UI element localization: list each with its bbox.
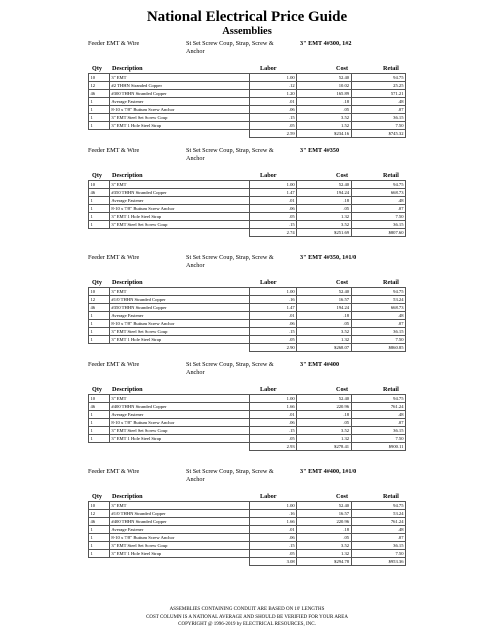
- cell-cost: .18: [297, 411, 351, 419]
- cell-labor: 1.47: [250, 304, 297, 312]
- table-row: [89, 122, 406, 130]
- cell-qty: 46: [89, 304, 110, 312]
- cell-retail: 571.21: [351, 90, 405, 98]
- table-row: [89, 74, 406, 82]
- section-header: [0, 40, 494, 64]
- col-labor-header: Labor: [260, 172, 277, 179]
- cell-retail: 94.75: [351, 395, 405, 403]
- cell-qty: 10: [89, 395, 110, 403]
- total-spacer: [89, 130, 110, 138]
- cell-cost: 52.40: [297, 395, 351, 403]
- col-retail-header: Retail: [383, 172, 399, 179]
- cell-labor: .06: [250, 106, 297, 114]
- cell-cost: .05: [297, 320, 351, 328]
- cell-cost: 220.96: [297, 403, 351, 411]
- table-row: [89, 403, 406, 411]
- cell-qty: 10: [89, 181, 110, 189]
- cell-description: 3" EMT Steel Set Screw Coup: [109, 542, 249, 550]
- cell-qty: 12: [89, 82, 110, 90]
- cell-description: 3" EMT: [109, 395, 249, 403]
- table-row: [89, 411, 406, 419]
- cell-labor: 1.20: [250, 90, 297, 98]
- cell-description: Average Fastener: [109, 411, 249, 419]
- table-row: [89, 320, 406, 328]
- table-row: [89, 221, 406, 229]
- cell-retail: 94.75: [351, 502, 405, 510]
- total-row: [89, 130, 406, 138]
- cell-qty: 46: [89, 518, 110, 526]
- cell-qty: 1: [89, 122, 110, 130]
- cell-description: #300 THHN Stranded Copper: [109, 90, 249, 98]
- cell-cost: 1.52: [297, 122, 351, 130]
- cell-labor: 1.00: [250, 288, 297, 296]
- cell-retail: 94.75: [351, 181, 405, 189]
- cell-labor: .05: [250, 435, 297, 443]
- col-labor-header: Labor: [260, 65, 277, 72]
- cell-labor: .05: [250, 213, 297, 221]
- cell-qty: 10: [89, 288, 110, 296]
- col-cost-header: Cost: [336, 279, 349, 286]
- cell-retail: .48: [351, 197, 405, 205]
- table-row: [89, 395, 406, 403]
- cell-cost: 3.52: [297, 427, 351, 435]
- col-labor-header: Labor: [260, 386, 277, 393]
- cell-description: 3" EMT 1 Hole Steel Strap: [109, 213, 249, 221]
- col-retail-header: Retail: [383, 279, 399, 286]
- col-cost-header: Cost: [336, 65, 349, 72]
- cell-retail: 36.15: [351, 114, 405, 122]
- cell-labor: .06: [250, 419, 297, 427]
- cell-cost: 52.40: [297, 181, 351, 189]
- cell-description: 8-10 x 7/8" Buttum Screw Anchor: [109, 205, 249, 213]
- cell-labor: .15: [250, 542, 297, 550]
- cell-labor: .01: [250, 526, 297, 534]
- items-table: [88, 394, 406, 451]
- assembly-section: [0, 361, 494, 451]
- table-row: [89, 189, 406, 197]
- cell-retail: .07: [351, 534, 405, 542]
- cell-qty: 1: [89, 320, 110, 328]
- cell-labor: 1.00: [250, 502, 297, 510]
- cell-qty: 1: [89, 197, 110, 205]
- cell-qty: 1: [89, 542, 110, 550]
- cell-labor: .05: [250, 550, 297, 558]
- cell-cost: .05: [297, 205, 351, 213]
- cell-description: 3" EMT: [109, 288, 249, 296]
- footer-note-lengths: ASSEMBLIES CONTAINING CONDUIT ARE BASED ON 10' LENGTHS: [169, 607, 325, 612]
- cell-qty: 1: [89, 221, 110, 229]
- total-cost: $234.16: [297, 130, 351, 138]
- cell-cost: .05: [297, 419, 351, 427]
- assembly-section: [0, 147, 494, 237]
- cell-qty: 1: [89, 98, 110, 106]
- assembly-section: [0, 254, 494, 352]
- cell-description: 3" EMT: [109, 181, 249, 189]
- cell-qty: 1: [89, 411, 110, 419]
- column-headers: [0, 64, 494, 73]
- cell-retail: 7.50: [351, 435, 405, 443]
- cell-cost: 52.40: [297, 502, 351, 510]
- cell-description: #350 THHN Stranded Copper: [109, 189, 249, 197]
- col-retail-header: Retail: [383, 386, 399, 393]
- total-cost: $268.07: [297, 344, 351, 352]
- cell-retail: .48: [351, 411, 405, 419]
- table-row: [89, 427, 406, 435]
- col-cost-header: Cost: [336, 172, 349, 179]
- column-headers: [0, 278, 494, 287]
- total-spacer: [109, 443, 249, 451]
- cell-description: Average Fastener: [109, 197, 249, 205]
- section-assembly-name: 3" EMT 4#400: [300, 361, 340, 368]
- cell-retail: .07: [351, 419, 405, 427]
- cell-labor: 1.00: [250, 395, 297, 403]
- cell-retail: 668.73: [351, 304, 405, 312]
- cell-labor: .01: [250, 98, 297, 106]
- cell-labor: .12: [250, 82, 297, 90]
- cell-labor: .16: [250, 296, 297, 304]
- table-row: [89, 213, 406, 221]
- cell-retail: 7.50: [351, 213, 405, 221]
- cell-description: #1/0 THHN Stranded Copper: [109, 510, 249, 518]
- cell-qty: 12: [89, 296, 110, 304]
- table-row: [89, 197, 406, 205]
- table-row: [89, 205, 406, 213]
- cell-description: 8-10 x 7/8" Buttum Screw Anchor: [109, 106, 249, 114]
- cell-description: 8-10 x 7/8" Buttum Screw Anchor: [109, 534, 249, 542]
- cell-retail: 7.50: [351, 550, 405, 558]
- assembly-section: [0, 40, 494, 138]
- cell-retail: .07: [351, 320, 405, 328]
- cell-qty: 1: [89, 534, 110, 542]
- section-header: [0, 361, 494, 385]
- cell-qty: 1: [89, 550, 110, 558]
- cell-labor: .01: [250, 411, 297, 419]
- table-row: [89, 312, 406, 320]
- cell-cost: 165.89: [297, 90, 351, 98]
- cell-labor: .15: [250, 221, 297, 229]
- total-spacer: [109, 344, 249, 352]
- cell-retail: .07: [351, 106, 405, 114]
- total-spacer: [89, 443, 110, 451]
- column-headers: [0, 385, 494, 394]
- items-table: [88, 287, 406, 352]
- table-row: [89, 106, 406, 114]
- footer-copyright: COPYRIGHT @ 1996-2019 by ELECTRICAL RESOURCES, INC.: [178, 622, 316, 627]
- cell-qty: 46: [89, 90, 110, 98]
- assembly-section: [0, 468, 494, 566]
- cell-cost: 3.52: [297, 221, 351, 229]
- table-row: [89, 296, 406, 304]
- col-description-header: Description: [112, 65, 143, 72]
- col-description-header: Description: [112, 279, 143, 286]
- section-category: Feeder EMT & Wire: [88, 40, 140, 47]
- cell-retail: 7.50: [351, 122, 405, 130]
- section-assembly-name: 3" EMT 4#300, 1#2: [300, 40, 352, 47]
- page-subtitle: Assemblies: [222, 26, 272, 37]
- section-assembly-name: 3" EMT 4#400, 1#1/0: [300, 468, 357, 475]
- total-spacer: [89, 558, 110, 566]
- cell-retail: .48: [351, 98, 405, 106]
- cell-description: #2 THHN Stranded Copper: [109, 82, 249, 90]
- cell-description: 3" EMT Steel Set Screw Coup: [109, 221, 249, 229]
- table-row: [89, 98, 406, 106]
- cell-labor: 1.00: [250, 74, 297, 82]
- cell-retail: 7.50: [351, 336, 405, 344]
- table-row: [89, 90, 406, 98]
- cell-description: 3" EMT Steel Set Screw Coup: [109, 427, 249, 435]
- column-headers: [0, 171, 494, 180]
- table-row: [89, 435, 406, 443]
- cell-qty: 1: [89, 106, 110, 114]
- cell-qty: 46: [89, 189, 110, 197]
- section-category: Feeder EMT & Wire: [88, 361, 140, 368]
- cell-retail: 94.75: [351, 74, 405, 82]
- total-row: [89, 443, 406, 451]
- col-cost-header: Cost: [336, 493, 349, 500]
- cell-retail: 36.15: [351, 221, 405, 229]
- col-description-header: Description: [112, 172, 143, 179]
- total-spacer: [109, 229, 249, 237]
- table-row: [89, 304, 406, 312]
- cell-qty: 1: [89, 213, 110, 221]
- col-labor-header: Labor: [260, 279, 277, 286]
- total-retail: $900.11: [351, 443, 405, 451]
- cell-description: 8-10 x 7/8" Buttum Screw Anchor: [109, 320, 249, 328]
- col-qty-header: Qty: [92, 386, 102, 393]
- cell-retail: 25.25: [351, 82, 405, 90]
- cell-qty: 1: [89, 114, 110, 122]
- table-row: [89, 518, 406, 526]
- cell-description: #400 THHN Stranded Copper: [109, 518, 249, 526]
- total-row: [89, 344, 406, 352]
- footer-note-cost: COST COLUMN IS A NATIONAL AVERAGE AND SHOULD BE VERIFIED FOR YOUR AREA: [146, 614, 348, 620]
- table-row: [89, 534, 406, 542]
- total-labor: 2.74: [250, 229, 297, 237]
- cell-cost: 194.24: [297, 189, 351, 197]
- cell-qty: 1: [89, 526, 110, 534]
- cell-retail: 36.15: [351, 427, 405, 435]
- cell-labor: .15: [250, 427, 297, 435]
- section-header: [0, 254, 494, 278]
- cell-qty: 1: [89, 427, 110, 435]
- cell-retail: .48: [351, 312, 405, 320]
- col-retail-header: Retail: [383, 493, 399, 500]
- total-retail: $745.32: [351, 130, 405, 138]
- cell-description: 3" EMT 1 Hole Steel Strap: [109, 435, 249, 443]
- cell-labor: .15: [250, 328, 297, 336]
- cell-labor: .01: [250, 197, 297, 205]
- total-retail: $860.85: [351, 344, 405, 352]
- cell-description: 3" EMT Steel Set Screw Coup: [109, 328, 249, 336]
- cell-cost: 10.02: [297, 82, 351, 90]
- col-qty-header: Qty: [92, 65, 102, 72]
- cell-cost: 1.32: [297, 550, 351, 558]
- cell-qty: 1: [89, 336, 110, 344]
- cell-retail: .07: [351, 205, 405, 213]
- section-description: St Set Screw Coup, Strap, Screw & Anchor: [186, 147, 274, 162]
- cell-retail: 36.15: [351, 328, 405, 336]
- cell-cost: 1.32: [297, 213, 351, 221]
- cell-labor: .06: [250, 205, 297, 213]
- cell-retail: .48: [351, 526, 405, 534]
- table-row: [89, 336, 406, 344]
- cell-retail: 53.24: [351, 510, 405, 518]
- col-qty-header: Qty: [92, 279, 102, 286]
- cell-qty: 1: [89, 435, 110, 443]
- cell-qty: 1: [89, 312, 110, 320]
- cell-retail: 668.73: [351, 189, 405, 197]
- col-labor-header: Labor: [260, 493, 277, 500]
- cell-description: 3" EMT 1 Hole Steel Strap: [109, 550, 249, 558]
- cell-cost: .18: [297, 98, 351, 106]
- section-assembly-name: 3" EMT 4#350: [300, 147, 340, 154]
- col-qty-header: Qty: [92, 493, 102, 500]
- cell-description: Average Fastener: [109, 526, 249, 534]
- total-labor: 3.08: [250, 558, 297, 566]
- total-labor: 2.59: [250, 130, 297, 138]
- table-row: [89, 526, 406, 534]
- total-spacer: [109, 130, 249, 138]
- table-row: [89, 550, 406, 558]
- table-row: [89, 328, 406, 336]
- items-table: [88, 180, 406, 237]
- cell-cost: .18: [297, 312, 351, 320]
- total-retail: $807.60: [351, 229, 405, 237]
- cell-labor: 1.47: [250, 189, 297, 197]
- section-description: St Set Screw Coup, Strap, Screw & Anchor: [186, 254, 274, 269]
- cell-labor: 1.00: [250, 181, 297, 189]
- cell-qty: 10: [89, 74, 110, 82]
- cell-labor: 1.66: [250, 518, 297, 526]
- total-cost: $251.69: [297, 229, 351, 237]
- section-category: Feeder EMT & Wire: [88, 147, 140, 154]
- cell-cost: 1.32: [297, 336, 351, 344]
- cell-labor: .05: [250, 336, 297, 344]
- cell-qty: 1: [89, 419, 110, 427]
- cell-description: 3" EMT 1 Hole Steel Strap: [109, 122, 249, 130]
- table-row: [89, 288, 406, 296]
- table-row: [89, 82, 406, 90]
- cell-cost: 52.40: [297, 288, 351, 296]
- col-cost-header: Cost: [336, 386, 349, 393]
- total-labor: 2.93: [250, 443, 297, 451]
- total-row: [89, 558, 406, 566]
- cell-retail: 94.75: [351, 288, 405, 296]
- cell-qty: 10: [89, 502, 110, 510]
- section-category: Feeder EMT & Wire: [88, 468, 140, 475]
- total-row: [89, 229, 406, 237]
- cell-description: Average Fastener: [109, 98, 249, 106]
- cell-description: 3" EMT: [109, 74, 249, 82]
- items-table: [88, 501, 406, 566]
- cell-cost: .18: [297, 197, 351, 205]
- items-table: [88, 73, 406, 138]
- cell-labor: .06: [250, 320, 297, 328]
- cell-cost: 1.32: [297, 435, 351, 443]
- cell-retail: 761.24: [351, 518, 405, 526]
- total-spacer: [89, 229, 110, 237]
- cell-description: 3" EMT Steel Set Screw Coup: [109, 114, 249, 122]
- cell-labor: .06: [250, 534, 297, 542]
- cell-retail: 36.15: [351, 542, 405, 550]
- cell-labor: .05: [250, 122, 297, 130]
- section-description: St Set Screw Coup, Strap, Screw & Anchor: [186, 468, 274, 483]
- cell-cost: 194.24: [297, 304, 351, 312]
- section-description: St Set Screw Coup, Strap, Screw & Anchor: [186, 40, 274, 55]
- table-row: [89, 419, 406, 427]
- cell-cost: .05: [297, 534, 351, 542]
- section-header: [0, 468, 494, 492]
- table-row: [89, 502, 406, 510]
- cell-cost: .05: [297, 106, 351, 114]
- section-category: Feeder EMT & Wire: [88, 254, 140, 261]
- cell-cost: 3.52: [297, 114, 351, 122]
- section-description: St Set Screw Coup, Strap, Screw & Anchor: [186, 361, 274, 376]
- cell-qty: 46: [89, 403, 110, 411]
- cell-cost: .18: [297, 526, 351, 534]
- cell-description: Average Fastener: [109, 312, 249, 320]
- cell-labor: .01: [250, 312, 297, 320]
- cell-cost: 52.40: [297, 74, 351, 82]
- cell-qty: 1: [89, 328, 110, 336]
- page-title: National Electrical Price Guide: [146, 9, 348, 25]
- col-qty-header: Qty: [92, 172, 102, 179]
- table-row: [89, 510, 406, 518]
- cell-description: #350 THHN Stranded Copper: [109, 304, 249, 312]
- cell-retail: 53.24: [351, 296, 405, 304]
- cell-cost: 220.96: [297, 518, 351, 526]
- cell-labor: .16: [250, 510, 297, 518]
- cell-cost: 16.57: [297, 510, 351, 518]
- cell-cost: 3.52: [297, 542, 351, 550]
- cell-labor: .15: [250, 114, 297, 122]
- cell-qty: 1: [89, 205, 110, 213]
- table-row: [89, 181, 406, 189]
- total-labor: 2.90: [250, 344, 297, 352]
- section-assembly-name: 3" EMT 4#350, 1#1/0: [300, 254, 357, 261]
- cell-cost: 3.52: [297, 328, 351, 336]
- cell-description: 8-10 x 7/8" Buttum Screw Anchor: [109, 419, 249, 427]
- footer: [0, 606, 494, 629]
- col-description-header: Description: [112, 386, 143, 393]
- cell-description: #1/0 THHN Stranded Copper: [109, 296, 249, 304]
- cell-labor: 1.66: [250, 403, 297, 411]
- table-row: [89, 542, 406, 550]
- total-cost: $278.41: [297, 443, 351, 451]
- cell-description: 3" EMT 1 Hole Steel Strap: [109, 336, 249, 344]
- col-retail-header: Retail: [383, 65, 399, 72]
- cell-description: 3" EMT: [109, 502, 249, 510]
- total-retail: $953.36: [351, 558, 405, 566]
- table-row: [89, 114, 406, 122]
- total-spacer: [89, 344, 110, 352]
- cell-cost: 16.57: [297, 296, 351, 304]
- cell-description: #400 THHN Stranded Copper: [109, 403, 249, 411]
- total-spacer: [109, 558, 249, 566]
- col-description-header: Description: [112, 493, 143, 500]
- section-header: [0, 147, 494, 171]
- cell-qty: 12: [89, 510, 110, 518]
- total-cost: $294.78: [297, 558, 351, 566]
- cell-retail: 761.24: [351, 403, 405, 411]
- column-headers: [0, 492, 494, 501]
